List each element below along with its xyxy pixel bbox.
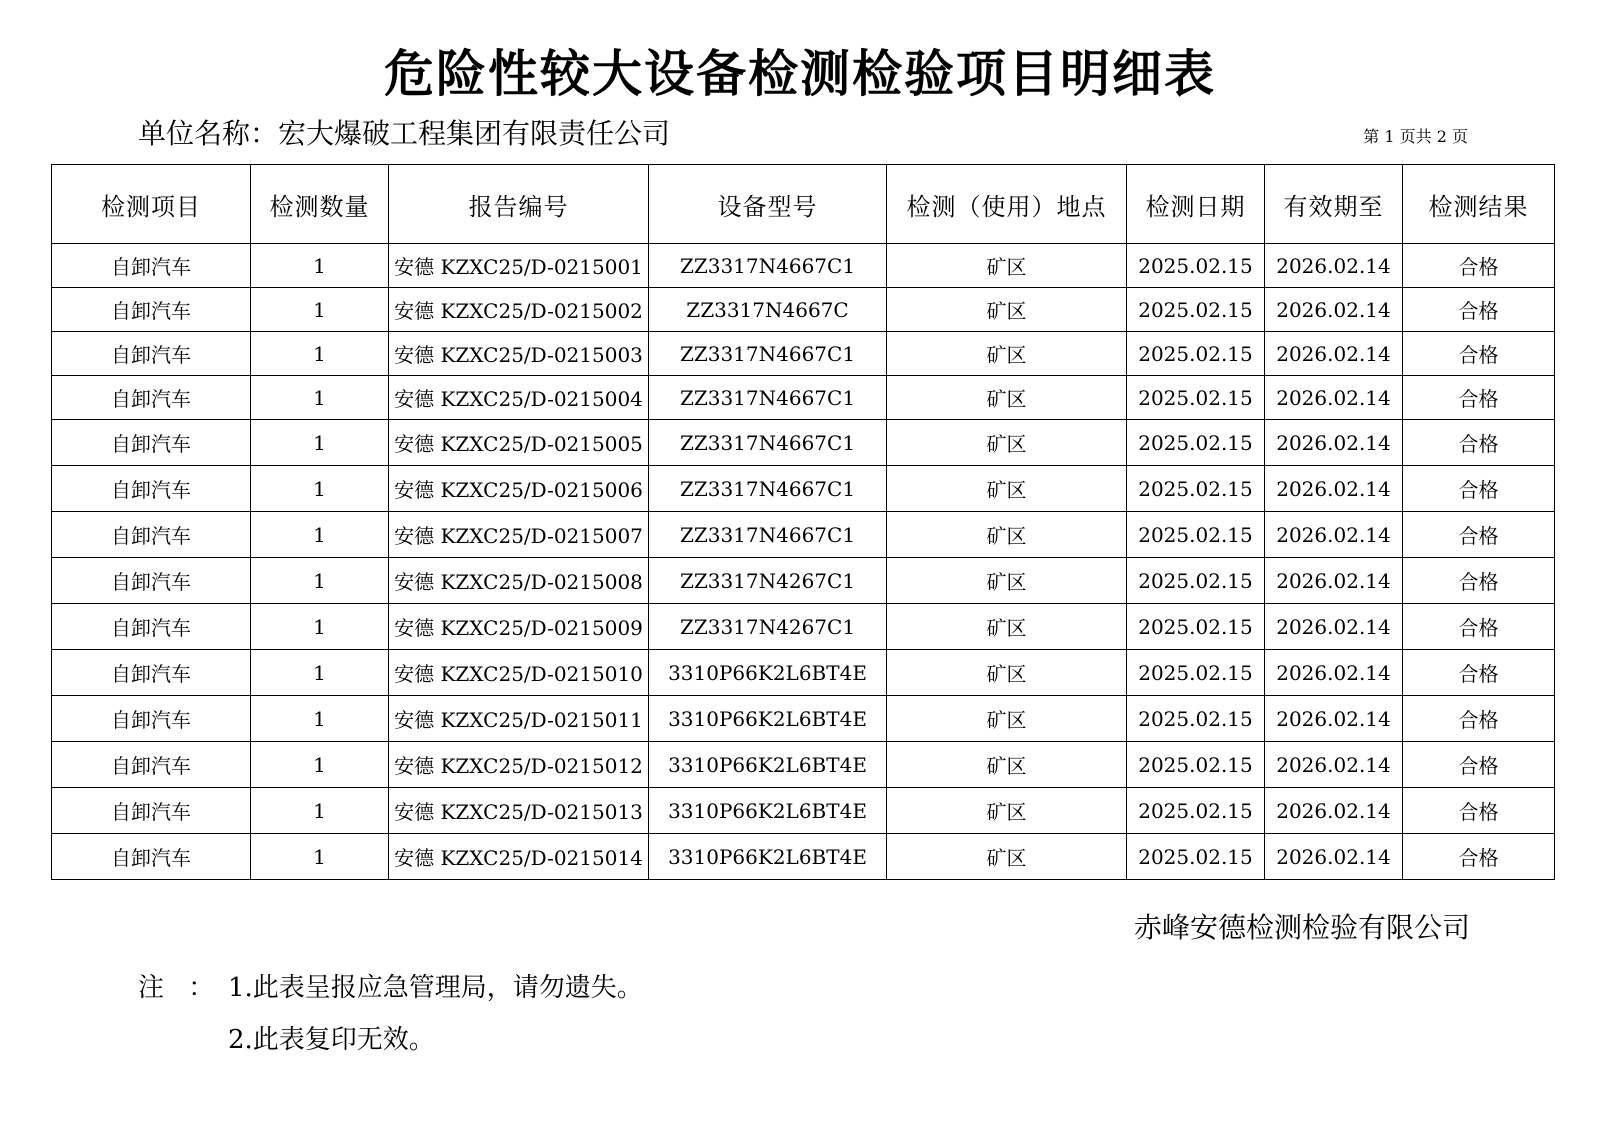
cell-model: ZZ3317N4667C [649, 288, 887, 332]
cell-valid-until: 2026.02.14 [1265, 244, 1403, 288]
header-cell-result: 检测结果 [1403, 165, 1555, 244]
cell-report-no: 安德 KZXC25/D-0215005 [389, 420, 649, 466]
header-cell-location: 检测（使用）地点 [887, 165, 1127, 244]
cell-model: ZZ3317N4667C1 [649, 466, 887, 512]
note-row [138, 1014, 643, 1066]
cell-item: 自卸汽车 [52, 834, 251, 880]
table-row [52, 244, 1555, 288]
cell-location: 矿区 [887, 742, 1127, 788]
cell-test-date: 2025.02.15 [1127, 288, 1265, 332]
cell-quantity: 1 [251, 788, 389, 834]
table-row [52, 376, 1555, 420]
table-row [52, 288, 1555, 332]
cell-report-no: 安德 KZXC25/D-0215014 [389, 834, 649, 880]
table-body [52, 244, 1555, 880]
note-row [138, 962, 643, 1014]
cell-report-no: 安德 KZXC25/D-0215003 [389, 332, 649, 376]
cell-item: 自卸汽车 [52, 788, 251, 834]
table-header-row [52, 165, 1555, 244]
cell-test-date: 2025.02.15 [1127, 512, 1265, 558]
cell-test-date: 2025.02.15 [1127, 650, 1265, 696]
cell-location: 矿区 [887, 512, 1127, 558]
cell-model: ZZ3317N4267C1 [649, 558, 887, 604]
cell-item: 自卸汽车 [52, 332, 251, 376]
table-row [52, 466, 1555, 512]
cell-report-no: 安德 KZXC25/D-0215012 [389, 742, 649, 788]
cell-test-date: 2025.02.15 [1127, 788, 1265, 834]
table-row [52, 420, 1555, 466]
header-cell-model: 设备型号 [649, 165, 887, 244]
cell-result: 合格 [1403, 650, 1555, 696]
cell-valid-until: 2026.02.14 [1265, 332, 1403, 376]
cell-result: 合格 [1403, 244, 1555, 288]
cell-item: 自卸汽车 [52, 696, 251, 742]
issuer-company: 赤峰安德检测检验有限公司 [1133, 911, 1470, 944]
cell-location: 矿区 [887, 288, 1127, 332]
cell-result: 合格 [1403, 512, 1555, 558]
cell-model: 3310P66K2L6BT4E [649, 788, 887, 834]
cell-item: 自卸汽车 [52, 558, 251, 604]
cell-quantity: 1 [251, 466, 389, 512]
table-row [52, 742, 1555, 788]
cell-result: 合格 [1403, 696, 1555, 742]
cell-location: 矿区 [887, 376, 1127, 420]
cell-model: 3310P66K2L6BT4E [649, 650, 887, 696]
cell-quantity: 1 [251, 420, 389, 466]
cell-test-date: 2025.02.15 [1127, 604, 1265, 650]
cell-valid-until: 2026.02.14 [1265, 742, 1403, 788]
cell-report-no: 安德 KZXC25/D-0215002 [389, 288, 649, 332]
table-row [52, 558, 1555, 604]
page-info: 第 1 页共 2 页 [1363, 127, 1468, 146]
cell-result: 合格 [1403, 466, 1555, 512]
cell-location: 矿区 [887, 834, 1127, 880]
cell-valid-until: 2026.02.14 [1265, 650, 1403, 696]
cell-location: 矿区 [887, 466, 1127, 512]
cell-location: 矿区 [887, 558, 1127, 604]
cell-model: ZZ3317N4667C1 [649, 512, 887, 558]
table-row [52, 834, 1555, 880]
cell-result: 合格 [1403, 288, 1555, 332]
cell-report-no: 安德 KZXC25/D-0215009 [389, 604, 649, 650]
cell-quantity: 1 [251, 512, 389, 558]
cell-report-no: 安德 KZXC25/D-0215004 [389, 376, 649, 420]
cell-model: ZZ3317N4267C1 [649, 604, 887, 650]
cell-valid-until: 2026.02.14 [1265, 420, 1403, 466]
cell-model: 3310P66K2L6BT4E [649, 742, 887, 788]
cell-item: 自卸汽车 [52, 604, 251, 650]
cell-quantity: 1 [251, 834, 389, 880]
table-row [52, 332, 1555, 376]
cell-quantity: 1 [251, 244, 389, 288]
cell-quantity: 1 [251, 376, 389, 420]
cell-result: 合格 [1403, 742, 1555, 788]
cell-test-date: 2025.02.15 [1127, 332, 1265, 376]
header-cell-report-no: 报告编号 [389, 165, 649, 244]
cell-location: 矿区 [887, 244, 1127, 288]
cell-valid-until: 2026.02.14 [1265, 466, 1403, 512]
cell-location: 矿区 [887, 420, 1127, 466]
cell-location: 矿区 [887, 604, 1127, 650]
cell-model: ZZ3317N4667C1 [649, 376, 887, 420]
cell-valid-until: 2026.02.14 [1265, 288, 1403, 332]
cell-test-date: 2025.02.15 [1127, 244, 1265, 288]
cell-model: 3310P66K2L6BT4E [649, 696, 887, 742]
table-row [52, 650, 1555, 696]
cell-quantity: 1 [251, 696, 389, 742]
cell-item: 自卸汽车 [52, 742, 251, 788]
cell-report-no: 安德 KZXC25/D-0215010 [389, 650, 649, 696]
cell-result: 合格 [1403, 376, 1555, 420]
cell-valid-until: 2026.02.14 [1265, 604, 1403, 650]
cell-result: 合格 [1403, 332, 1555, 376]
cell-item: 自卸汽车 [52, 244, 251, 288]
cell-report-no: 安德 KZXC25/D-0215001 [389, 244, 649, 288]
cell-location: 矿区 [887, 650, 1127, 696]
cell-result: 合格 [1403, 788, 1555, 834]
cell-quantity: 1 [251, 558, 389, 604]
cell-quantity: 1 [251, 288, 389, 332]
cell-model: ZZ3317N4667C1 [649, 420, 887, 466]
note-item: 1.此表呈报应急管理局，请勿遗失。 [228, 973, 643, 1003]
cell-quantity: 1 [251, 332, 389, 376]
cell-report-no: 安德 KZXC25/D-0215013 [389, 788, 649, 834]
header-cell-valid-until: 有效期至 [1265, 165, 1403, 244]
cell-valid-until: 2026.02.14 [1265, 696, 1403, 742]
cell-test-date: 2025.02.15 [1127, 742, 1265, 788]
cell-valid-until: 2026.02.14 [1265, 376, 1403, 420]
cell-valid-until: 2026.02.14 [1265, 788, 1403, 834]
cell-valid-until: 2026.02.14 [1265, 512, 1403, 558]
header-cell-test-date: 检测日期 [1127, 165, 1265, 244]
table-row [52, 696, 1555, 742]
cell-report-no: 安德 KZXC25/D-0215007 [389, 512, 649, 558]
cell-report-no: 安德 KZXC25/D-0215008 [389, 558, 649, 604]
cell-quantity: 1 [251, 742, 389, 788]
cell-test-date: 2025.02.15 [1127, 558, 1265, 604]
cell-item: 自卸汽车 [52, 288, 251, 332]
cell-quantity: 1 [251, 604, 389, 650]
cell-result: 合格 [1403, 604, 1555, 650]
cell-location: 矿区 [887, 332, 1127, 376]
notes-label-spacer [138, 1014, 228, 1066]
note-item: 2.此表复印无效。 [228, 1025, 435, 1055]
table-row [52, 788, 1555, 834]
unit-name: 单位名称：宏大爆破工程集团有限责任公司 [138, 117, 671, 150]
cell-location: 矿区 [887, 788, 1127, 834]
cell-test-date: 2025.02.15 [1127, 696, 1265, 742]
cell-result: 合格 [1403, 834, 1555, 880]
notes-label: 注 ： [138, 973, 223, 1003]
notes-section [138, 962, 643, 1066]
cell-test-date: 2025.02.15 [1127, 834, 1265, 880]
cell-item: 自卸汽车 [52, 466, 251, 512]
document-title: 危险性较大设备检测检验项目明细表 [384, 45, 1216, 103]
cell-valid-until: 2026.02.14 [1265, 558, 1403, 604]
cell-report-no: 安德 KZXC25/D-0215011 [389, 696, 649, 742]
cell-report-no: 安德 KZXC25/D-0215006 [389, 466, 649, 512]
cell-item: 自卸汽车 [52, 376, 251, 420]
cell-model: ZZ3317N4667C1 [649, 332, 887, 376]
cell-test-date: 2025.02.15 [1127, 466, 1265, 512]
cell-item: 自卸汽车 [52, 650, 251, 696]
cell-test-date: 2025.02.15 [1127, 376, 1265, 420]
cell-quantity: 1 [251, 650, 389, 696]
cell-model: ZZ3317N4667C1 [649, 244, 887, 288]
cell-test-date: 2025.02.15 [1127, 420, 1265, 466]
cell-valid-until: 2026.02.14 [1265, 834, 1403, 880]
cell-item: 自卸汽车 [52, 420, 251, 466]
cell-location: 矿区 [887, 696, 1127, 742]
cell-item: 自卸汽车 [52, 512, 251, 558]
header-cell-quantity: 检测数量 [251, 165, 389, 244]
table-row [52, 604, 1555, 650]
cell-model: 3310P66K2L6BT4E [649, 834, 887, 880]
cell-result: 合格 [1403, 558, 1555, 604]
table-row [52, 512, 1555, 558]
header-cell-item: 检测项目 [52, 165, 251, 244]
inspection-table [51, 164, 1555, 880]
cell-result: 合格 [1403, 420, 1555, 466]
